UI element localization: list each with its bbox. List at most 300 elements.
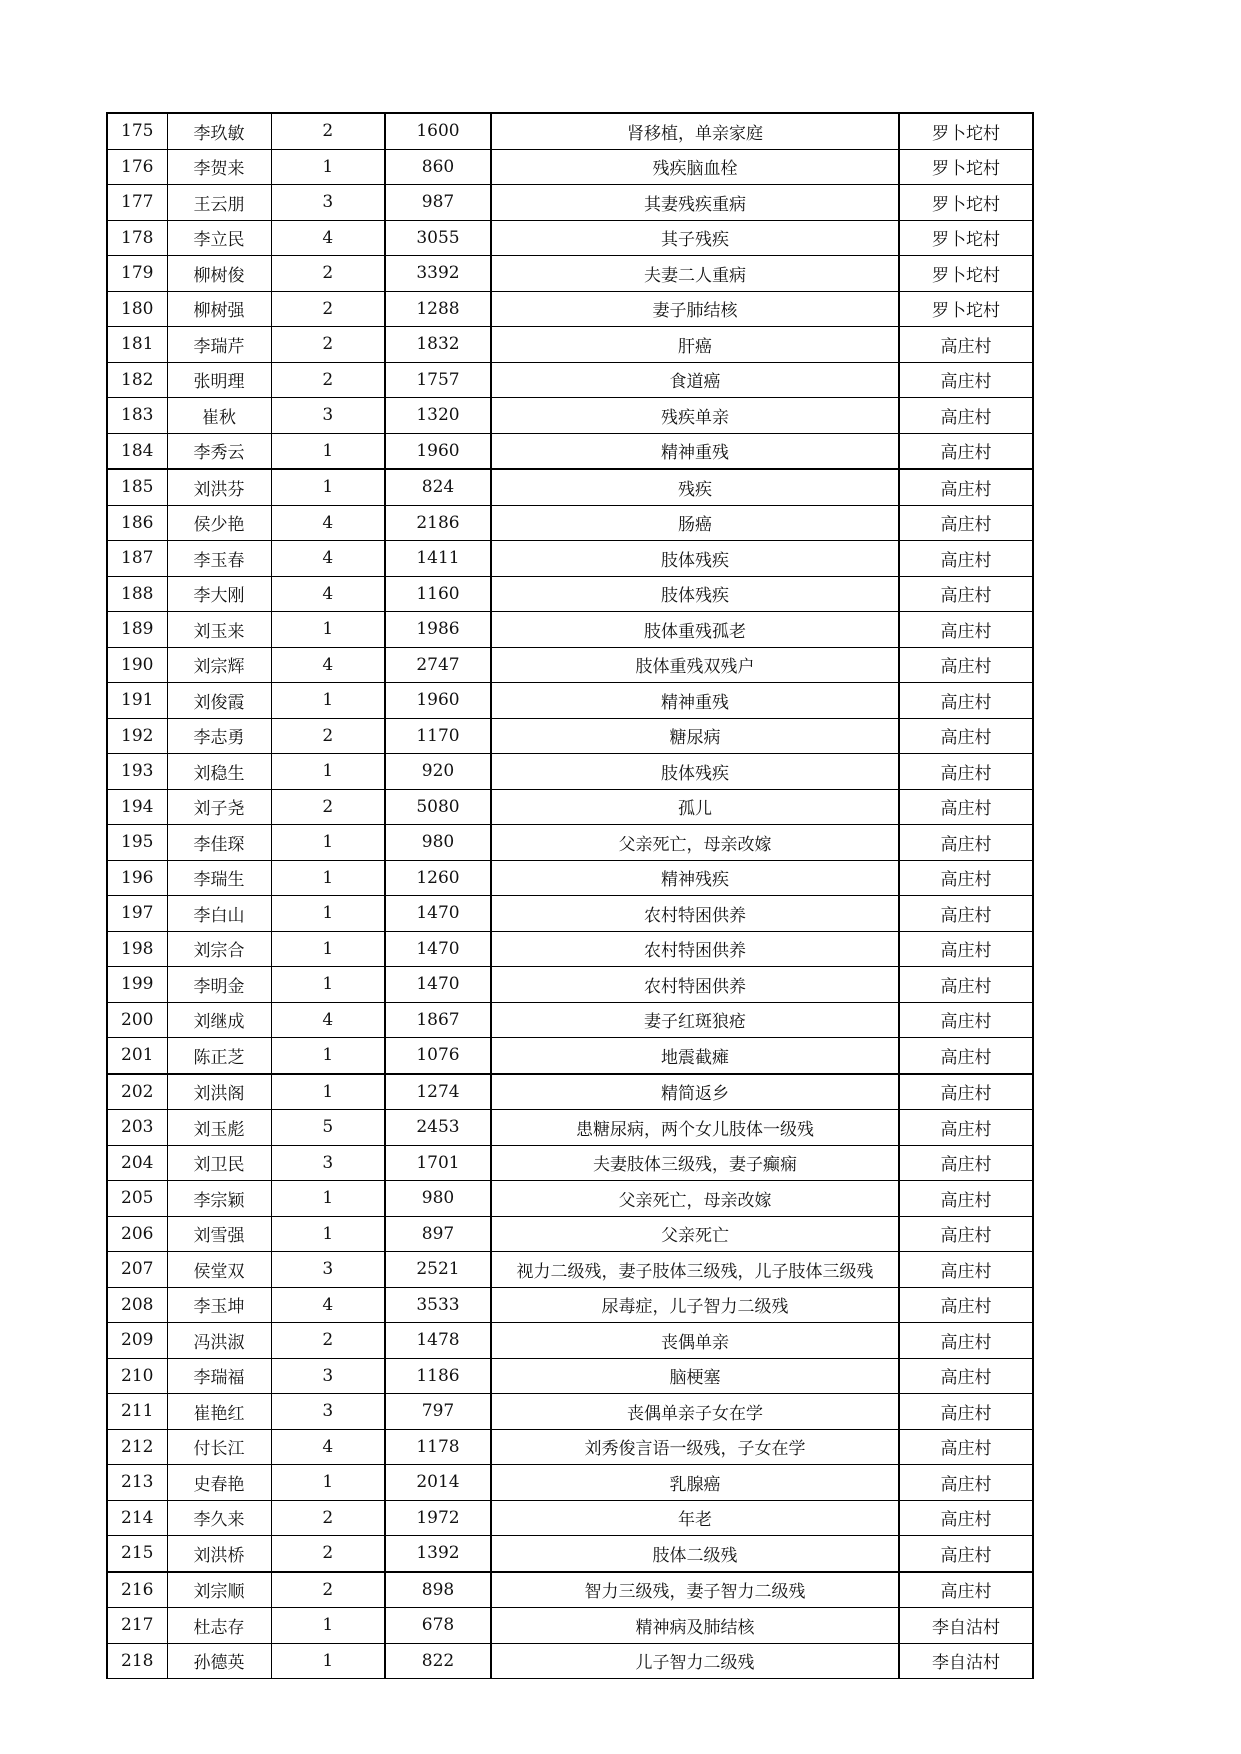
name-cell: 李白山 xyxy=(167,896,271,932)
name-cell: 刘雪强 xyxy=(167,1216,271,1252)
reason-cell: 肢体残疾 xyxy=(491,541,899,577)
household-size-cell: 1 xyxy=(271,754,385,790)
reason-cell: 丧偶单亲 xyxy=(491,1323,899,1359)
reason-cell: 年老 xyxy=(491,1500,899,1536)
village-cell: 高庄村 xyxy=(899,896,1033,932)
name-cell: 刘俊霞 xyxy=(167,683,271,719)
name-cell: 付长江 xyxy=(167,1429,271,1465)
row-number-cell: 202 xyxy=(107,1074,167,1110)
table-row xyxy=(107,505,1033,541)
household-size-cell: 3 xyxy=(271,1145,385,1181)
reason-cell: 儿子智力二级残 xyxy=(491,1643,899,1679)
village-cell: 高庄村 xyxy=(899,433,1033,469)
name-cell: 崔艳红 xyxy=(167,1394,271,1430)
reason-cell: 父亲死亡，母亲改嫁 xyxy=(491,825,899,861)
table-row xyxy=(107,683,1033,719)
amount-cell: 797 xyxy=(385,1394,491,1430)
table-row xyxy=(107,896,1033,932)
household-size-cell: 2 xyxy=(271,1572,385,1608)
row-number-cell: 177 xyxy=(107,185,167,221)
reason-cell: 孤儿 xyxy=(491,789,899,825)
table-row xyxy=(107,1002,1033,1038)
reason-cell: 糖尿病 xyxy=(491,718,899,754)
amount-cell: 822 xyxy=(385,1643,491,1679)
reason-cell: 精神病及肺结核 xyxy=(491,1608,899,1644)
reason-cell: 肠癌 xyxy=(491,505,899,541)
household-size-cell: 1 xyxy=(271,967,385,1003)
name-cell: 刘卫民 xyxy=(167,1145,271,1181)
row-number-cell: 212 xyxy=(107,1429,167,1465)
household-size-cell: 1 xyxy=(271,1643,385,1679)
row-number-cell: 179 xyxy=(107,256,167,292)
row-number-cell: 198 xyxy=(107,931,167,967)
row-number-cell: 196 xyxy=(107,860,167,896)
household-size-cell: 4 xyxy=(271,647,385,683)
table-row xyxy=(107,291,1033,327)
reason-cell: 丧偶单亲子女在学 xyxy=(491,1394,899,1430)
table-row xyxy=(107,1572,1033,1608)
village-cell: 罗卜坨村 xyxy=(899,185,1033,221)
amount-cell: 1392 xyxy=(385,1536,491,1572)
household-size-cell: 3 xyxy=(271,185,385,221)
village-cell: 高庄村 xyxy=(899,1572,1033,1608)
village-cell: 高庄村 xyxy=(899,1145,1033,1181)
household-size-cell: 1 xyxy=(271,683,385,719)
amount-cell: 1972 xyxy=(385,1500,491,1536)
name-cell: 柳树俊 xyxy=(167,256,271,292)
table-row xyxy=(107,220,1033,256)
table-row xyxy=(107,718,1033,754)
reason-cell: 夫妻肢体三级残，妻子癫痫 xyxy=(491,1145,899,1181)
table-row xyxy=(107,398,1033,434)
reason-cell: 刘秀俊言语一级残，子女在学 xyxy=(491,1429,899,1465)
amount-cell: 1960 xyxy=(385,433,491,469)
row-number-cell: 217 xyxy=(107,1608,167,1644)
table-row xyxy=(107,1181,1033,1217)
row-number-cell: 176 xyxy=(107,149,167,185)
amount-cell: 920 xyxy=(385,754,491,790)
amount-cell: 1288 xyxy=(385,291,491,327)
village-cell: 高庄村 xyxy=(899,1110,1033,1146)
reason-cell: 肢体重残孤老 xyxy=(491,612,899,648)
village-cell: 高庄村 xyxy=(899,612,1033,648)
table-row xyxy=(107,931,1033,967)
name-cell: 刘宗辉 xyxy=(167,647,271,683)
household-size-cell: 5 xyxy=(271,1110,385,1146)
name-cell: 柳树强 xyxy=(167,291,271,327)
reason-cell: 父亲死亡，母亲改嫁 xyxy=(491,1181,899,1217)
amount-cell: 897 xyxy=(385,1216,491,1252)
name-cell: 刘稳生 xyxy=(167,754,271,790)
table-row xyxy=(107,1145,1033,1181)
name-cell: 刘继成 xyxy=(167,1002,271,1038)
table-row xyxy=(107,1429,1033,1465)
household-size-cell: 4 xyxy=(271,576,385,612)
village-cell: 高庄村 xyxy=(899,1536,1033,1572)
household-size-cell: 1 xyxy=(271,1181,385,1217)
table-row xyxy=(107,1358,1033,1394)
row-number-cell: 211 xyxy=(107,1394,167,1430)
amount-cell: 3055 xyxy=(385,220,491,256)
row-number-cell: 183 xyxy=(107,398,167,434)
household-size-cell: 2 xyxy=(271,256,385,292)
name-cell: 李久来 xyxy=(167,1500,271,1536)
village-cell: 高庄村 xyxy=(899,718,1033,754)
reason-cell: 肢体二级残 xyxy=(491,1536,899,1572)
amount-cell: 1600 xyxy=(385,113,491,149)
table-row xyxy=(107,1465,1033,1501)
row-number-cell: 206 xyxy=(107,1216,167,1252)
village-cell: 高庄村 xyxy=(899,754,1033,790)
amount-cell: 1986 xyxy=(385,612,491,648)
table-row xyxy=(107,362,1033,398)
amount-cell: 1960 xyxy=(385,683,491,719)
name-cell: 李瑞芹 xyxy=(167,327,271,363)
row-number-cell: 200 xyxy=(107,1002,167,1038)
village-cell: 高庄村 xyxy=(899,1002,1033,1038)
name-cell: 史春艳 xyxy=(167,1465,271,1501)
village-cell: 高庄村 xyxy=(899,860,1033,896)
amount-cell: 1757 xyxy=(385,362,491,398)
amount-cell: 898 xyxy=(385,1572,491,1608)
village-cell: 高庄村 xyxy=(899,1465,1033,1501)
name-cell: 李秀云 xyxy=(167,433,271,469)
household-size-cell: 1 xyxy=(271,896,385,932)
household-size-cell: 2 xyxy=(271,113,385,149)
amount-cell: 5080 xyxy=(385,789,491,825)
reason-cell: 肢体重残双残户 xyxy=(491,647,899,683)
name-cell: 陈正芝 xyxy=(167,1038,271,1074)
household-size-cell: 1 xyxy=(271,433,385,469)
amount-cell: 1186 xyxy=(385,1358,491,1394)
name-cell: 侯少艳 xyxy=(167,505,271,541)
amount-cell: 3533 xyxy=(385,1287,491,1323)
table-row xyxy=(107,149,1033,185)
reason-cell: 肢体残疾 xyxy=(491,754,899,790)
row-number-cell: 178 xyxy=(107,220,167,256)
table-row xyxy=(107,967,1033,1003)
household-size-cell: 3 xyxy=(271,1394,385,1430)
household-size-cell: 1 xyxy=(271,1465,385,1501)
household-size-cell: 2 xyxy=(271,291,385,327)
household-size-cell: 4 xyxy=(271,1287,385,1323)
name-cell: 刘宗合 xyxy=(167,931,271,967)
village-cell: 罗卜坨村 xyxy=(899,113,1033,149)
table-row xyxy=(107,612,1033,648)
row-number-cell: 181 xyxy=(107,327,167,363)
row-number-cell: 188 xyxy=(107,576,167,612)
household-size-cell: 2 xyxy=(271,362,385,398)
row-number-cell: 195 xyxy=(107,825,167,861)
amount-cell: 860 xyxy=(385,149,491,185)
reason-cell: 食道癌 xyxy=(491,362,899,398)
household-size-cell: 1 xyxy=(271,149,385,185)
village-cell: 高庄村 xyxy=(899,505,1033,541)
name-cell: 李玖敏 xyxy=(167,113,271,149)
amount-cell: 824 xyxy=(385,469,491,505)
row-number-cell: 190 xyxy=(107,647,167,683)
table-row xyxy=(107,1287,1033,1323)
name-cell: 李玉坤 xyxy=(167,1287,271,1323)
row-number-cell: 187 xyxy=(107,541,167,577)
village-cell: 高庄村 xyxy=(899,683,1033,719)
row-number-cell: 218 xyxy=(107,1643,167,1679)
reason-cell: 农村特困供养 xyxy=(491,931,899,967)
amount-cell: 2747 xyxy=(385,647,491,683)
row-number-cell: 207 xyxy=(107,1252,167,1288)
household-size-cell: 2 xyxy=(271,327,385,363)
village-cell: 高庄村 xyxy=(899,825,1033,861)
household-size-cell: 2 xyxy=(271,718,385,754)
household-size-cell: 2 xyxy=(271,789,385,825)
amount-cell: 1076 xyxy=(385,1038,491,1074)
row-number-cell: 199 xyxy=(107,967,167,1003)
reason-cell: 妻子肺结核 xyxy=(491,291,899,327)
household-size-cell: 4 xyxy=(271,1429,385,1465)
row-number-cell: 191 xyxy=(107,683,167,719)
table-row xyxy=(107,825,1033,861)
amount-cell: 987 xyxy=(385,185,491,221)
amount-cell: 1478 xyxy=(385,1323,491,1359)
household-size-cell: 2 xyxy=(271,1500,385,1536)
reason-cell: 地震截瘫 xyxy=(491,1038,899,1074)
table-row xyxy=(107,469,1033,505)
row-number-cell: 215 xyxy=(107,1536,167,1572)
row-number-cell: 193 xyxy=(107,754,167,790)
household-size-cell: 3 xyxy=(271,398,385,434)
table-row xyxy=(107,1074,1033,1110)
name-cell: 崔秋 xyxy=(167,398,271,434)
row-number-cell: 213 xyxy=(107,1465,167,1501)
village-cell: 高庄村 xyxy=(899,1216,1033,1252)
row-number-cell: 189 xyxy=(107,612,167,648)
household-size-cell: 4 xyxy=(271,541,385,577)
reason-cell: 脑梗塞 xyxy=(491,1358,899,1394)
village-cell: 高庄村 xyxy=(899,1394,1033,1430)
table-row xyxy=(107,1500,1033,1536)
village-cell: 罗卜坨村 xyxy=(899,220,1033,256)
row-number-cell: 205 xyxy=(107,1181,167,1217)
village-cell: 高庄村 xyxy=(899,576,1033,612)
table-body xyxy=(107,113,1033,1679)
table-row xyxy=(107,433,1033,469)
reason-cell: 其子残疾 xyxy=(491,220,899,256)
village-cell: 高庄村 xyxy=(899,469,1033,505)
amount-cell: 1170 xyxy=(385,718,491,754)
reason-cell: 精简返乡 xyxy=(491,1074,899,1110)
table-row xyxy=(107,327,1033,363)
village-cell: 高庄村 xyxy=(899,931,1033,967)
table-row xyxy=(107,1110,1033,1146)
amount-cell: 3392 xyxy=(385,256,491,292)
name-cell: 刘洪阁 xyxy=(167,1074,271,1110)
amount-cell: 1867 xyxy=(385,1002,491,1038)
name-cell: 李贺来 xyxy=(167,149,271,185)
table-row xyxy=(107,1643,1033,1679)
name-cell: 王云朋 xyxy=(167,185,271,221)
table-row xyxy=(107,647,1033,683)
row-number-cell: 204 xyxy=(107,1145,167,1181)
table-row xyxy=(107,754,1033,790)
village-cell: 罗卜坨村 xyxy=(899,149,1033,185)
name-cell: 刘宗顺 xyxy=(167,1572,271,1608)
amount-cell: 1470 xyxy=(385,967,491,1003)
reason-cell: 精神重残 xyxy=(491,683,899,719)
row-number-cell: 175 xyxy=(107,113,167,149)
table-row xyxy=(107,860,1033,896)
village-cell: 高庄村 xyxy=(899,1358,1033,1394)
table-row xyxy=(107,256,1033,292)
reason-cell: 肾移植，单亲家庭 xyxy=(491,113,899,149)
table-row xyxy=(107,576,1033,612)
row-number-cell: 208 xyxy=(107,1287,167,1323)
table-row xyxy=(107,1608,1033,1644)
reason-cell: 尿毒症，儿子智力二级残 xyxy=(491,1287,899,1323)
household-size-cell: 1 xyxy=(271,860,385,896)
village-cell: 李自沽村 xyxy=(899,1643,1033,1679)
amount-cell: 1470 xyxy=(385,931,491,967)
reason-cell: 父亲死亡 xyxy=(491,1216,899,1252)
amount-cell: 2521 xyxy=(385,1252,491,1288)
amount-cell: 1470 xyxy=(385,896,491,932)
row-number-cell: 192 xyxy=(107,718,167,754)
amount-cell: 1320 xyxy=(385,398,491,434)
table-row xyxy=(107,113,1033,149)
name-cell: 李大刚 xyxy=(167,576,271,612)
village-cell: 罗卜坨村 xyxy=(899,256,1033,292)
household-size-cell: 4 xyxy=(271,220,385,256)
household-size-cell: 4 xyxy=(271,1002,385,1038)
row-number-cell: 180 xyxy=(107,291,167,327)
household-size-cell: 1 xyxy=(271,1608,385,1644)
household-size-cell: 1 xyxy=(271,612,385,648)
reason-cell: 视力二级残，妻子肢体三级残，儿子肢体三级残 xyxy=(491,1252,899,1288)
table-row xyxy=(107,185,1033,221)
reason-cell: 妻子红斑狼疮 xyxy=(491,1002,899,1038)
household-size-cell: 1 xyxy=(271,1038,385,1074)
amount-cell: 980 xyxy=(385,1181,491,1217)
household-size-cell: 2 xyxy=(271,1536,385,1572)
name-cell: 李明金 xyxy=(167,967,271,1003)
table-row xyxy=(107,1394,1033,1430)
reason-cell: 残疾 xyxy=(491,469,899,505)
table-row xyxy=(107,1252,1033,1288)
household-size-cell: 1 xyxy=(271,931,385,967)
table-row xyxy=(107,789,1033,825)
village-cell: 高庄村 xyxy=(899,1287,1033,1323)
name-cell: 李佳琛 xyxy=(167,825,271,861)
village-cell: 高庄村 xyxy=(899,1074,1033,1110)
reason-cell: 肢体残疾 xyxy=(491,576,899,612)
amount-cell: 1274 xyxy=(385,1074,491,1110)
name-cell: 李立民 xyxy=(167,220,271,256)
village-cell: 高庄村 xyxy=(899,398,1033,434)
amount-cell: 1411 xyxy=(385,541,491,577)
name-cell: 刘洪芬 xyxy=(167,469,271,505)
village-cell: 高庄村 xyxy=(899,1252,1033,1288)
village-cell: 高庄村 xyxy=(899,327,1033,363)
amount-cell: 1160 xyxy=(385,576,491,612)
household-size-cell: 1 xyxy=(271,469,385,505)
row-number-cell: 214 xyxy=(107,1500,167,1536)
reason-cell: 残疾脑血栓 xyxy=(491,149,899,185)
data-table xyxy=(106,112,1034,1679)
reason-cell: 肝癌 xyxy=(491,327,899,363)
village-cell: 高庄村 xyxy=(899,541,1033,577)
village-cell: 高庄村 xyxy=(899,362,1033,398)
name-cell: 杜志存 xyxy=(167,1608,271,1644)
amount-cell: 1260 xyxy=(385,860,491,896)
row-number-cell: 185 xyxy=(107,469,167,505)
name-cell: 李瑞福 xyxy=(167,1358,271,1394)
name-cell: 刘玉彪 xyxy=(167,1110,271,1146)
reason-cell: 精神残疾 xyxy=(491,860,899,896)
row-number-cell: 184 xyxy=(107,433,167,469)
table-row xyxy=(107,1038,1033,1074)
household-size-cell: 4 xyxy=(271,505,385,541)
row-number-cell: 209 xyxy=(107,1323,167,1359)
amount-cell: 1832 xyxy=(385,327,491,363)
row-number-cell: 194 xyxy=(107,789,167,825)
row-number-cell: 182 xyxy=(107,362,167,398)
reason-cell: 智力三级残，妻子智力二级残 xyxy=(491,1572,899,1608)
village-cell: 李自沽村 xyxy=(899,1608,1033,1644)
amount-cell: 1178 xyxy=(385,1429,491,1465)
reason-cell: 乳腺癌 xyxy=(491,1465,899,1501)
reason-cell: 农村特困供养 xyxy=(491,896,899,932)
row-number-cell: 186 xyxy=(107,505,167,541)
row-number-cell: 197 xyxy=(107,896,167,932)
amount-cell: 1701 xyxy=(385,1145,491,1181)
village-cell: 罗卜坨村 xyxy=(899,291,1033,327)
amount-cell: 980 xyxy=(385,825,491,861)
name-cell: 李瑞生 xyxy=(167,860,271,896)
name-cell: 刘子尧 xyxy=(167,789,271,825)
name-cell: 冯洪淑 xyxy=(167,1323,271,1359)
reason-cell: 夫妻二人重病 xyxy=(491,256,899,292)
household-size-cell: 1 xyxy=(271,825,385,861)
amount-cell: 2186 xyxy=(385,505,491,541)
household-size-cell: 1 xyxy=(271,1216,385,1252)
household-size-cell: 2 xyxy=(271,1323,385,1359)
household-size-cell: 3 xyxy=(271,1358,385,1394)
village-cell: 高庄村 xyxy=(899,1038,1033,1074)
name-cell: 张明理 xyxy=(167,362,271,398)
row-number-cell: 216 xyxy=(107,1572,167,1608)
amount-cell: 2014 xyxy=(385,1465,491,1501)
name-cell: 刘洪桥 xyxy=(167,1536,271,1572)
reason-cell: 其妻残疾重病 xyxy=(491,185,899,221)
amount-cell: 678 xyxy=(385,1608,491,1644)
reason-cell: 残疾单亲 xyxy=(491,398,899,434)
household-size-cell: 3 xyxy=(271,1252,385,1288)
table-row xyxy=(107,1216,1033,1252)
name-cell: 刘玉来 xyxy=(167,612,271,648)
village-cell: 高庄村 xyxy=(899,647,1033,683)
village-cell: 高庄村 xyxy=(899,1429,1033,1465)
village-cell: 高庄村 xyxy=(899,967,1033,1003)
reason-cell: 农村特困供养 xyxy=(491,967,899,1003)
table-row xyxy=(107,541,1033,577)
name-cell: 李宗颖 xyxy=(167,1181,271,1217)
amount-cell: 2453 xyxy=(385,1110,491,1146)
table-row xyxy=(107,1323,1033,1359)
row-number-cell: 201 xyxy=(107,1038,167,1074)
household-size-cell: 1 xyxy=(271,1074,385,1110)
table-row xyxy=(107,1536,1033,1572)
name-cell: 孙德英 xyxy=(167,1643,271,1679)
row-number-cell: 210 xyxy=(107,1358,167,1394)
